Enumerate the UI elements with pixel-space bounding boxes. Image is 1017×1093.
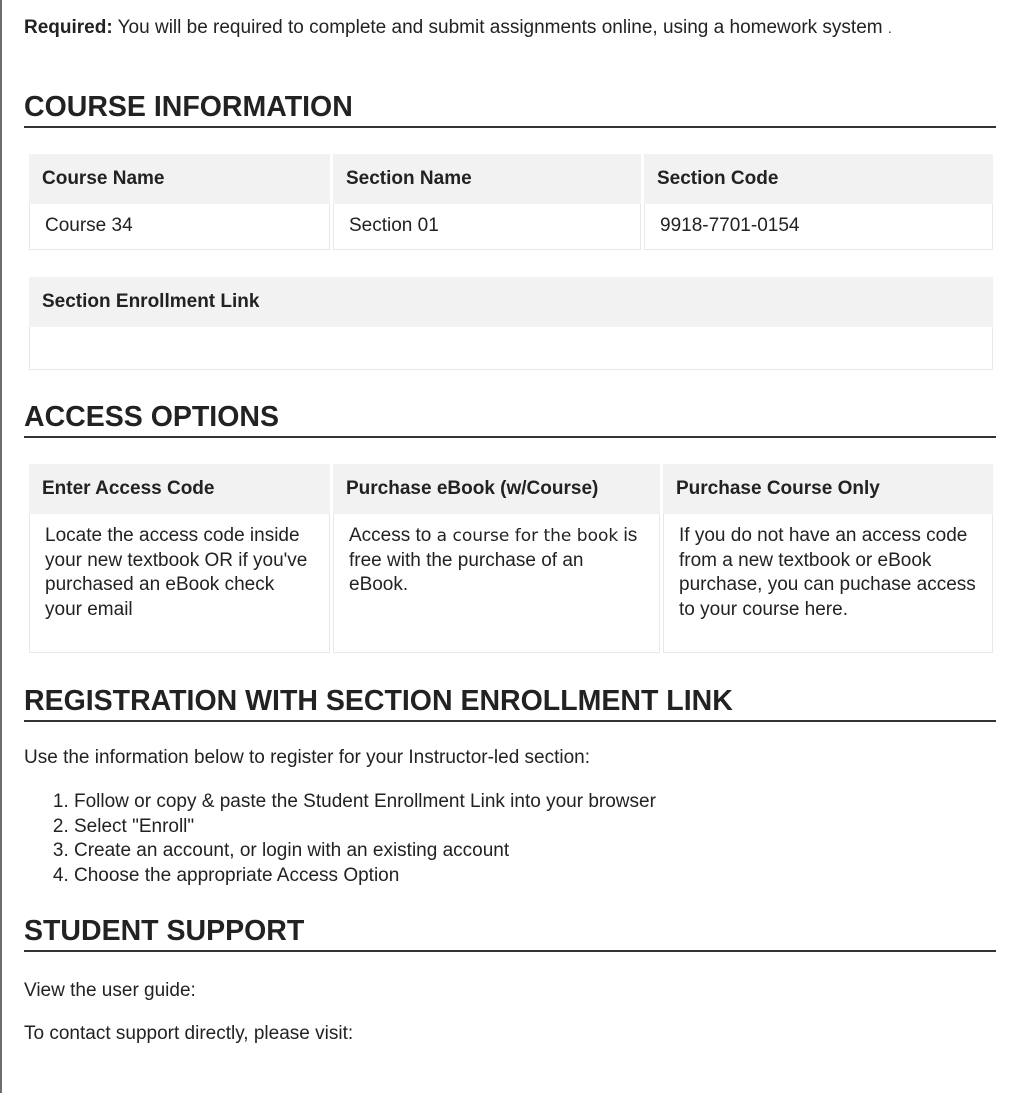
course-info-header-row xyxy=(29,154,993,204)
ebook-desc-part-1: Access to xyxy=(349,525,432,546)
purchase-ebook-description xyxy=(333,514,660,653)
access-options-heading: ACCESS OPTIONS xyxy=(24,400,996,438)
access-options-description-row xyxy=(29,514,993,653)
registration-step: 4. Choose the appropriate Access Option xyxy=(74,864,656,889)
enter-access-code-header: Enter Access Code xyxy=(29,464,330,514)
section-code-value: 9918-7701-0154 xyxy=(644,204,993,250)
left-border xyxy=(0,0,2,1093)
access-options-table xyxy=(26,464,996,653)
required-text: You will be required to complete and submit assignments online, using a homework system xyxy=(117,17,883,38)
contact-support-text: To contact support directly, please visit: xyxy=(24,1023,354,1044)
required-notice xyxy=(24,16,892,40)
course-name-header: Course Name xyxy=(29,154,330,204)
ebook-desc-part-2: a course for the book xyxy=(436,526,619,546)
ebook-desc-part-3: is free with the purchase of an eBook. xyxy=(349,525,638,595)
section-code-header: Section Code xyxy=(644,154,993,204)
access-options-header-row xyxy=(29,464,993,514)
registration-steps xyxy=(24,790,656,888)
registration-step: 3. Create an account, or login with an existing account xyxy=(74,839,656,864)
section-name-header: Section Name xyxy=(333,154,641,204)
required-suffix: . xyxy=(887,20,892,36)
registration-step: 1. Follow or copy & paste the Student Enrollment Link into your browser xyxy=(74,790,656,815)
purchase-ebook-header: Purchase eBook (w/Course) xyxy=(333,464,660,514)
course-info-value-row xyxy=(29,204,993,250)
student-support-heading: STUDENT SUPPORT xyxy=(24,914,996,952)
enrollment-link-value[interactable] xyxy=(29,327,993,370)
course-info-table xyxy=(26,154,996,250)
registration-step: 2. Select "Enroll" xyxy=(74,815,656,840)
course-information-heading: COURSE INFORMATION xyxy=(24,90,996,128)
purchase-course-only-description: If you do not have an access code from a new textbook or eBook purchase, you can puchase access to your course here. xyxy=(663,514,993,653)
registration-heading: REGISTRATION WITH SECTION ENROLLMENT LINK xyxy=(24,684,996,722)
required-label: Required: xyxy=(24,17,113,38)
user-guide-text: View the user guide: xyxy=(24,980,196,1001)
enrollment-link-header: Section Enrollment Link xyxy=(29,277,993,327)
course-name-value: Course 34 xyxy=(29,204,330,250)
section-name-value: Section 01 xyxy=(333,204,641,250)
enrollment-link-header-row xyxy=(29,277,993,327)
enrollment-link-value-row xyxy=(29,327,993,370)
purchase-course-only-header: Purchase Course Only xyxy=(663,464,993,514)
enter-access-code-description: Locate the access code inside your new textbook OR if you've purchased an eBook check your email xyxy=(29,514,330,653)
enrollment-link-table xyxy=(26,277,996,370)
registration-intro: Use the information below to register for your Instructor-led section: xyxy=(24,747,591,768)
